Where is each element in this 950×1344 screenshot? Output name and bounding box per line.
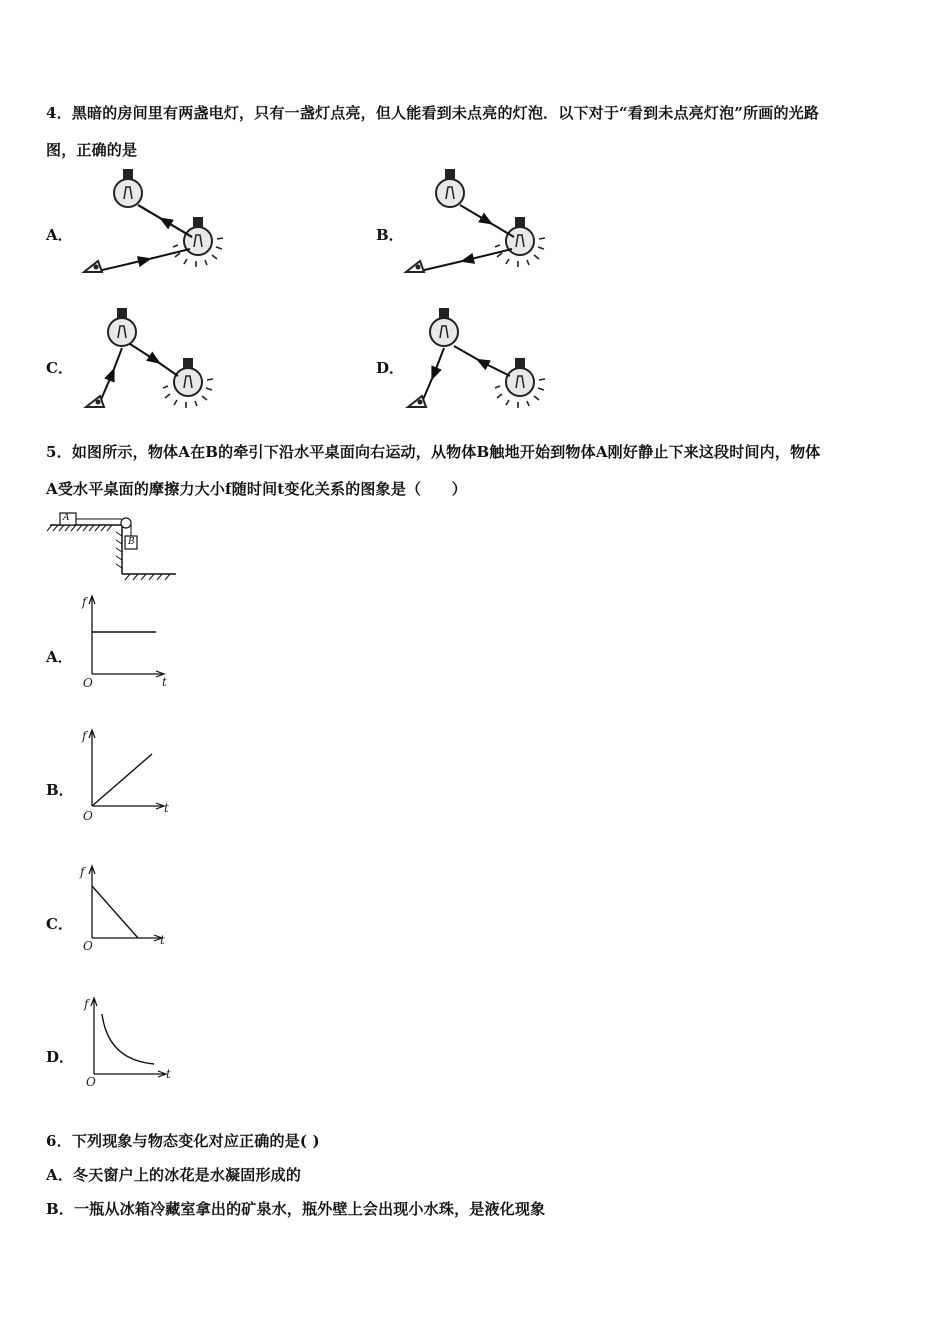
q4-option-a-label[interactable]: A． [46, 226, 73, 244]
q5-graph-b-origin: O [83, 809, 93, 823]
q5-graph-a-y-label: f [82, 595, 87, 609]
q5-graph-b-x-label: t [164, 801, 169, 815]
q4-option-d-label[interactable]: D． [376, 359, 405, 377]
q5-graph-b[interactable] [80, 728, 180, 824]
q4-option-c-label[interactable]: C． [46, 359, 73, 377]
q4-stem-line2: 图，正确的是 [46, 141, 138, 159]
q5-option-b-label[interactable]: B． [46, 781, 74, 799]
q4-stem-line1: 4．黑暗的房间里有两盏电灯，只有一盏灯点亮，但人能看到未点亮的灯泡．以下对于“看到未点亮灯泡”所画的光路 [46, 104, 820, 122]
q5-option-c-label[interactable]: C． [46, 915, 73, 933]
q5-graph-c-line [92, 886, 138, 938]
q6-stem: 6．下列现象与物态变化对应正确的是( ) [46, 1132, 320, 1150]
q5-graph-b-y-label: f [82, 729, 87, 743]
q4-diagram-b[interactable] [402, 165, 562, 285]
q4-option-b-label[interactable]: B． [376, 226, 404, 244]
q5-graph-d-origin: O [86, 1075, 96, 1089]
q5-graph-d-curve [102, 1014, 154, 1064]
q5-graph-b-line [92, 754, 152, 806]
q5-graph-a-origin: O [83, 676, 93, 690]
q5-graph-a-x-label: t [162, 675, 167, 689]
q4-diagram-a[interactable] [80, 165, 240, 285]
q5-graph-c-y-label: f [80, 865, 85, 879]
q5-graph-d[interactable] [80, 996, 180, 1092]
q5-graph-d-x-label: t [166, 1067, 171, 1081]
q5-graph-c-x-label: t [160, 933, 165, 947]
q5-stem-line2: A受水平桌面的摩擦力大小f随时间t变化关系的图象是（ ） [46, 480, 467, 498]
q6-option-b[interactable]: B．一瓶从冰箱冷藏室拿出的矿泉水，瓶外壁上会出现小水珠，是液化现象 [46, 1200, 546, 1218]
q6-option-a[interactable]: A．冬天窗户上的冰花是水凝固形成的 [46, 1166, 302, 1184]
q5-block-a-label: A [63, 513, 70, 523]
q5-option-d-label[interactable]: D． [46, 1048, 75, 1066]
q5-stem-line1: 5．如图所示，物体A在B的牵引下沿水平桌面向右运动，从物体B触地开始到物体A刚好静止下来这段时间内，物体 [46, 443, 821, 461]
q5-graph-a[interactable] [80, 594, 180, 690]
q5-graph-c[interactable] [80, 864, 180, 960]
q5-block-b-label: B [128, 537, 135, 547]
q5-graph-c-origin: O [83, 939, 93, 953]
q5-graph-d-y-label: f [84, 997, 89, 1011]
q4-diagram-d[interactable] [402, 300, 562, 420]
q5-option-a-label[interactable]: A． [46, 648, 73, 666]
q4-diagram-c[interactable] [80, 300, 240, 420]
